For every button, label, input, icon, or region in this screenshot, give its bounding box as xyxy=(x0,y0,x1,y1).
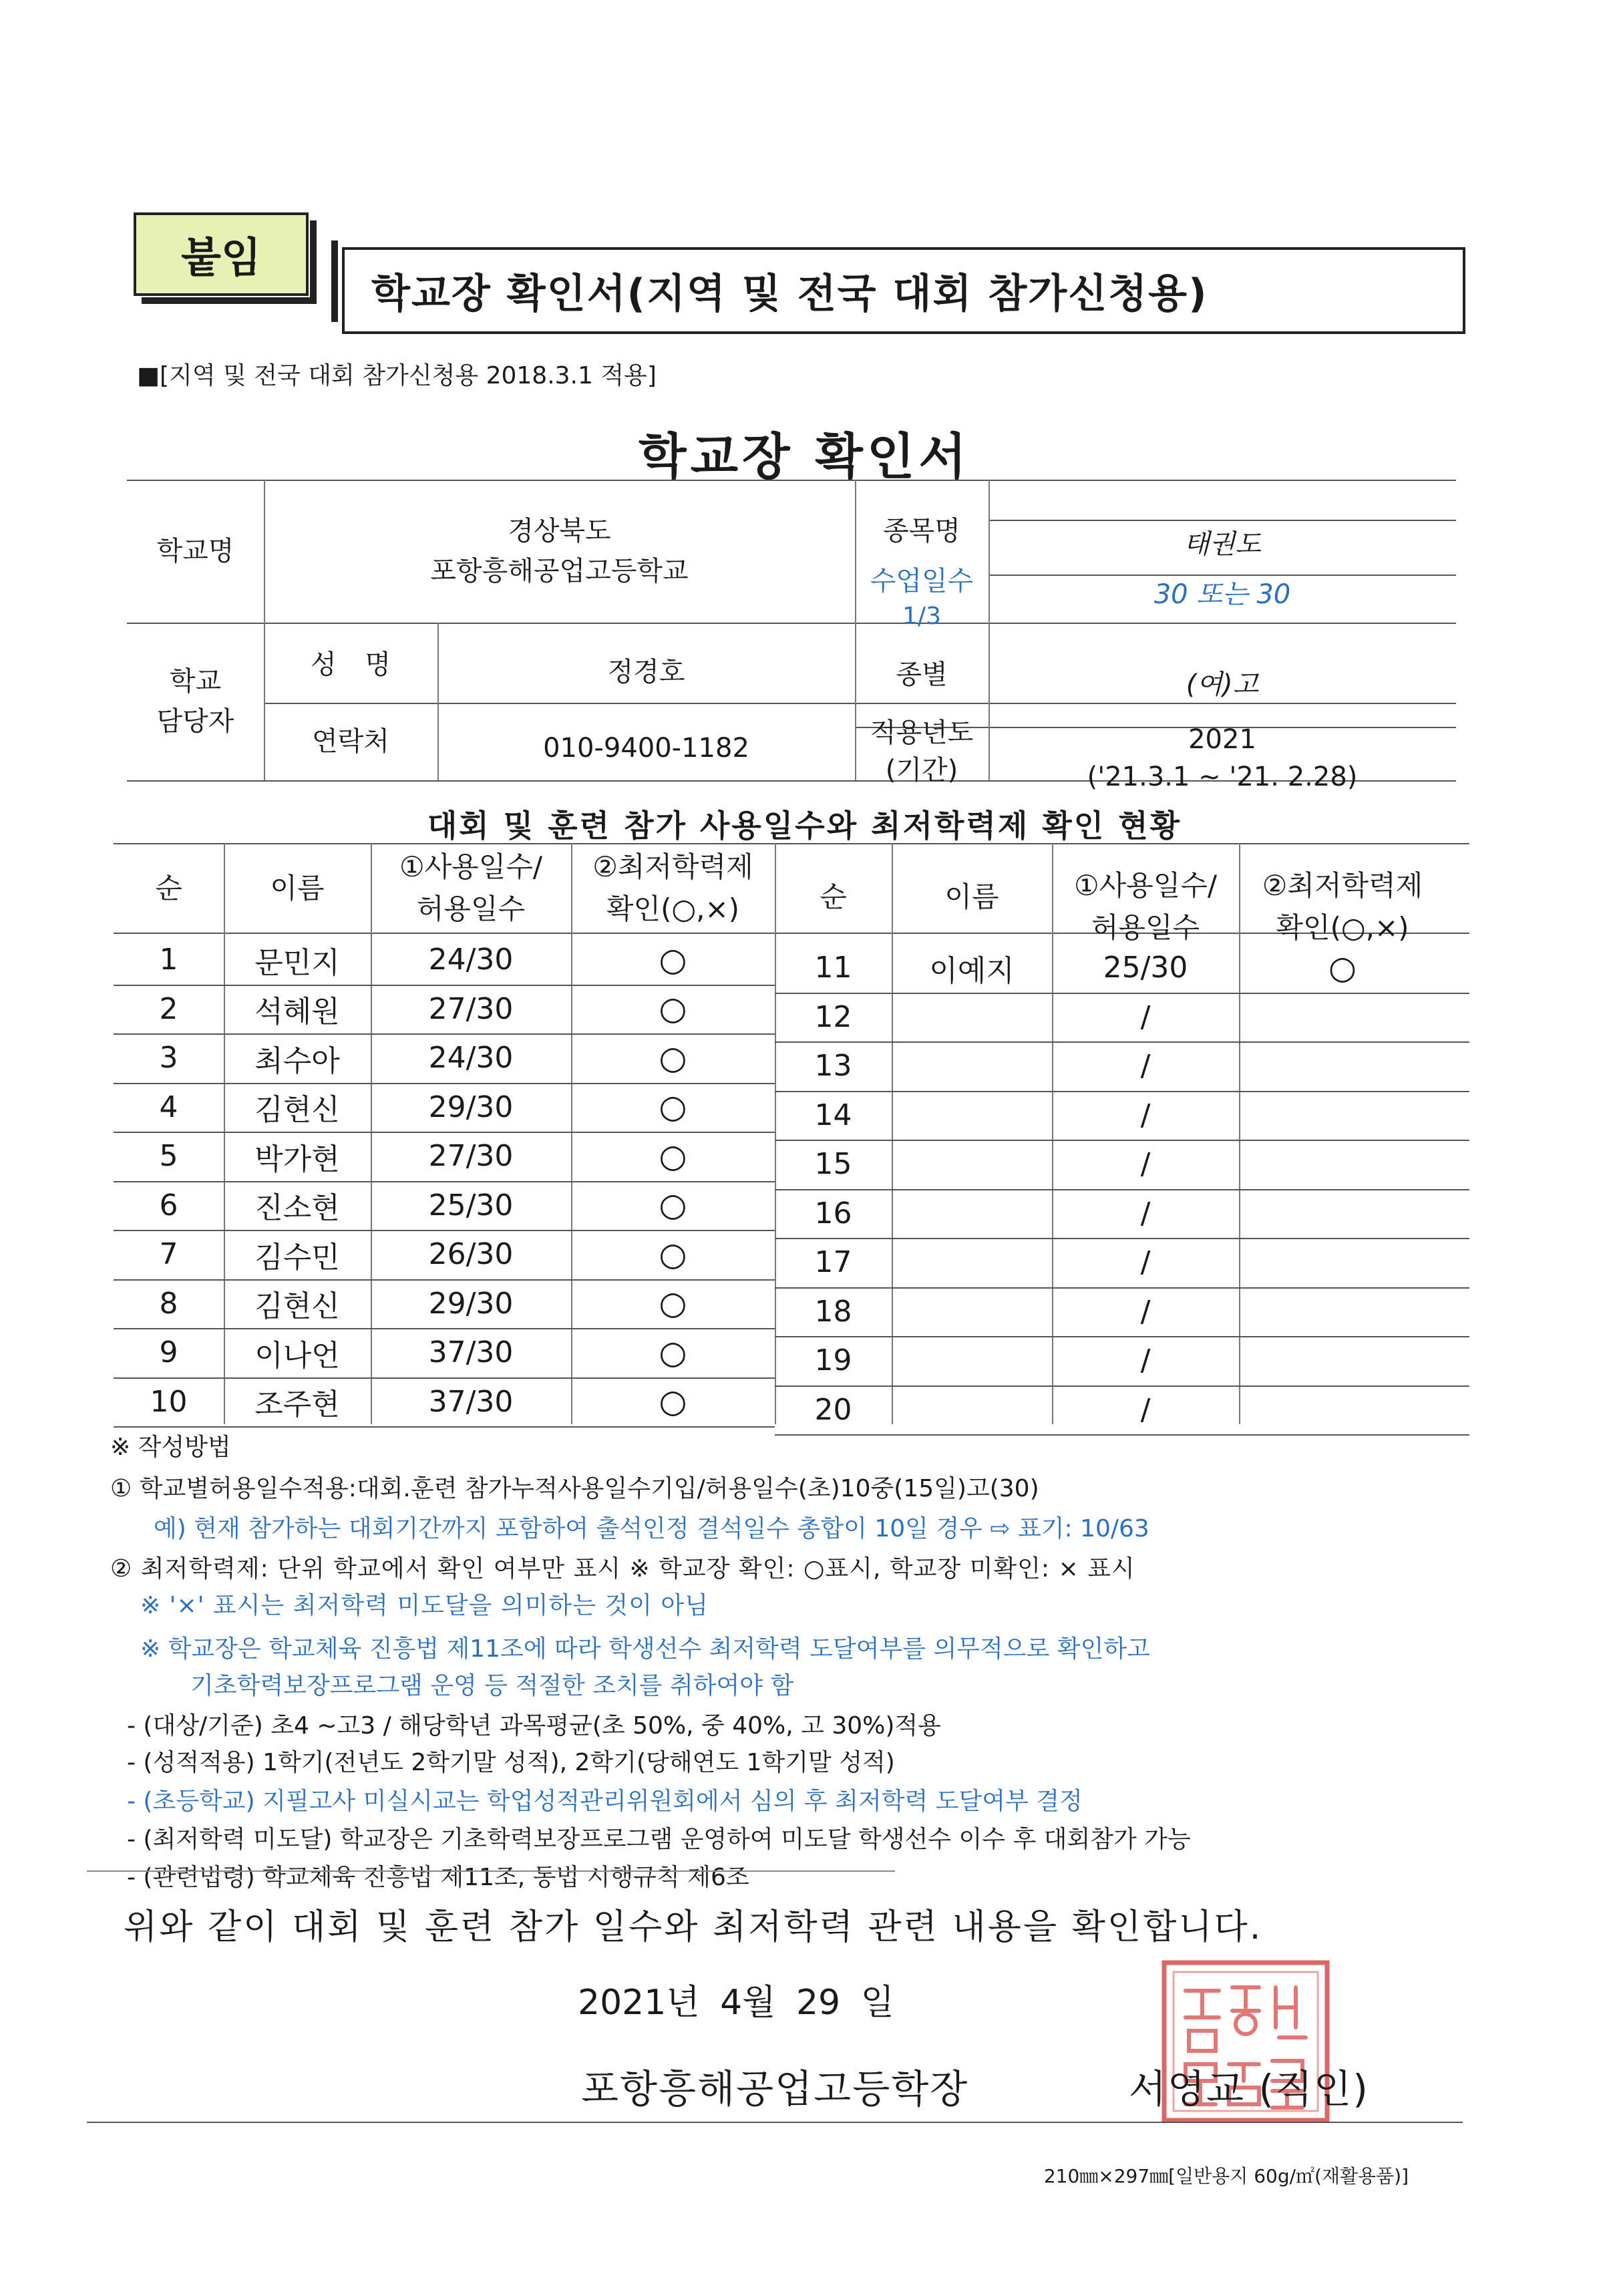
row-number: 5 xyxy=(159,1139,178,1174)
days-used: / xyxy=(1140,1294,1151,1329)
player-name xyxy=(892,1189,1052,1239)
notes-divider xyxy=(87,1870,895,1872)
player-name xyxy=(892,1238,1052,1287)
days-used: / xyxy=(1140,1343,1151,1378)
check-circle-icon: ○ xyxy=(659,1333,687,1371)
academic-check-cell xyxy=(1239,1140,1446,1189)
days-used: 25/30 xyxy=(428,1188,514,1222)
year-label-1: 적용년도 xyxy=(870,717,974,748)
roster-title: 대회 및 훈련 참가 사용일수와 최저학력제 확인 현황 xyxy=(427,808,1182,844)
check-circle-icon: ○ xyxy=(659,990,687,1028)
days-used: / xyxy=(1140,1147,1151,1182)
roster-grid-line xyxy=(775,1434,1469,1436)
row-number: 19 xyxy=(814,1343,852,1378)
roster-header-acad-1: ②최저학력제 xyxy=(1262,869,1423,902)
classdays-label xyxy=(855,561,989,635)
row-number: 13 xyxy=(814,1049,852,1084)
days-used: / xyxy=(1140,999,1151,1034)
confirmation-statement: 위와 같이 대회 및 훈련 참가 일수와 최저학력 관련 내용을 확인합니다. xyxy=(124,1907,1263,1947)
days-used: / xyxy=(1140,1098,1151,1132)
roster-header-name-right: 이름 xyxy=(944,880,999,913)
principal-title: 포항흥해공업고등학장 xyxy=(581,2066,969,2112)
classdays-value: 30 또는 30 xyxy=(1153,579,1291,610)
year-label-2: (기간) xyxy=(885,755,958,786)
academic-check-cell xyxy=(571,1132,775,1181)
roster-header-days-1: ①사용일수/ xyxy=(399,850,543,883)
row-number: 3 xyxy=(159,1041,178,1076)
player-name xyxy=(892,1385,1052,1435)
player-name: 최수아 xyxy=(254,1043,340,1078)
row-number: 8 xyxy=(159,1286,178,1321)
classdays-label-1: 수업일수 xyxy=(870,565,974,597)
days-used: 24/30 xyxy=(428,1041,514,1076)
academic-check-cell xyxy=(1239,1189,1446,1239)
days-used: 26/30 xyxy=(428,1237,514,1272)
note-line: ※ 학교장은 학교체육 진흥법 제11조에 따라 학생선수 최저학력 도달여부를 의무적으로 확인하고 xyxy=(140,1635,1150,1663)
note-line: - (관련법령) 학교체육 진흥법 제11조, 동법 시행규칙 제6조 xyxy=(127,1864,749,1891)
form-title: 학교장 확인서(지역 및 전국 대회 참가신청용) xyxy=(371,271,1208,317)
player-name: 김현신 xyxy=(254,1093,340,1128)
manager-label-2: 담당자 xyxy=(156,706,234,737)
row-number: 2 xyxy=(159,991,178,1026)
roster-header-acad-1: ②최저학력제 xyxy=(592,850,753,883)
footer-divider xyxy=(87,2122,1463,2123)
check-circle-icon: ○ xyxy=(659,1137,687,1175)
notes-heading: ※ 작성방법 xyxy=(110,1434,231,1461)
note-line: - (대상/기준) 초4 ~고3 / 해당학년 과목평균(초 50%, 중 40%, 고 30%)적용 xyxy=(127,1712,941,1740)
note-line: - (성적적용) 1학기(전년도 2학기말 성적), 2학기(당해연도 1학기말 성적) xyxy=(127,1749,895,1776)
roster-header-days-2: 허용일수 xyxy=(416,892,526,925)
roster-header-acad-right xyxy=(1239,862,1446,951)
check-circle-icon: ○ xyxy=(1328,949,1357,987)
note-line: 기초학력보장프로그램 운영 등 적절한 조치를 취하여야 함 xyxy=(190,1672,794,1699)
academic-check-cell xyxy=(571,985,775,1034)
gender-value: (여)고 xyxy=(1186,669,1259,700)
issue-date: 2021년 4월 29 일 xyxy=(578,1983,894,2023)
year-value: 2021 xyxy=(1188,724,1256,755)
note-line: - (초등학교) 지필고사 미실시교는 학업성적관리위원회에서 심의 후 최저학력 도달여부 결정 xyxy=(127,1788,1083,1815)
row-number: 7 xyxy=(159,1237,178,1272)
classdays-label-2: 1/3 xyxy=(902,602,941,630)
academic-check-cell xyxy=(571,1230,775,1279)
roster-header-acad-2: 확인(○,×) xyxy=(1276,911,1409,944)
academic-check-cell xyxy=(571,1181,775,1231)
row-number: 11 xyxy=(814,951,852,985)
year-range: ('21.3.1 ~ '21. 2.28) xyxy=(1087,762,1358,792)
check-circle-icon: ○ xyxy=(659,1285,687,1323)
row-number: 20 xyxy=(814,1392,852,1427)
academic-check-cell xyxy=(1239,1385,1446,1435)
academic-check-cell xyxy=(571,1279,775,1329)
academic-check-cell xyxy=(571,1328,775,1377)
player-name: 석혜원 xyxy=(254,995,340,1029)
academic-check-cell xyxy=(1239,1041,1446,1091)
academic-check-cell xyxy=(1239,1091,1446,1140)
principal-name-signature: 서영교 (직인) xyxy=(1129,2066,1369,2112)
row-number: 18 xyxy=(814,1294,852,1329)
attachment-label xyxy=(134,212,309,296)
name-value: 정경호 xyxy=(607,657,685,687)
school-name: 포항흥해공업고등학교 xyxy=(430,556,689,587)
subnote: ■[지역 및 전국 대회 참가신청용 2018.3.1 적용] xyxy=(137,362,657,389)
check-circle-icon: ○ xyxy=(659,941,687,979)
days-used: 37/30 xyxy=(428,1335,514,1370)
contact-value: 010-9400-1182 xyxy=(543,733,749,764)
name-label: 성 명 xyxy=(311,649,391,680)
player-name xyxy=(892,1041,1052,1091)
check-circle-icon: ○ xyxy=(659,1039,687,1077)
manager-label-1: 학교 xyxy=(169,666,222,697)
player-name xyxy=(892,1091,1052,1140)
roster-header-days-1: ①사용일수/ xyxy=(1073,869,1218,902)
roster-header-acad-2: 확인(○,×) xyxy=(606,892,740,925)
roster-header-acad-left xyxy=(571,843,775,933)
player-name: 조주현 xyxy=(254,1387,340,1422)
academic-check-cell xyxy=(1239,1287,1446,1337)
paper-spec-footer: 210㎜×297㎜[일반용지 60g/㎡(재활용품)] xyxy=(1043,2165,1409,2187)
player-name: 박가현 xyxy=(254,1142,340,1176)
academic-check-cell xyxy=(571,1083,775,1132)
row-number: 10 xyxy=(150,1384,188,1419)
player-name: 이나언 xyxy=(254,1338,340,1373)
days-used: 29/30 xyxy=(428,1286,514,1321)
check-circle-icon: ○ xyxy=(659,1088,687,1126)
school-region: 경상북도 xyxy=(508,516,611,546)
academic-check-cell xyxy=(1239,1238,1446,1287)
days-used: 29/30 xyxy=(428,1090,514,1124)
days-used: / xyxy=(1140,1245,1151,1280)
roster-header-days-right xyxy=(1052,862,1239,951)
page-title: 학교장 확인서 xyxy=(639,428,970,486)
row-number: 16 xyxy=(814,1196,852,1231)
academic-check-cell xyxy=(571,1033,775,1083)
days-used: 37/30 xyxy=(428,1384,514,1419)
row-number: 15 xyxy=(814,1147,852,1182)
player-name: 진소현 xyxy=(254,1191,340,1226)
roster-grid-line xyxy=(114,1426,775,1428)
player-name xyxy=(892,1140,1052,1189)
info-grid-line xyxy=(127,623,1456,624)
academic-check-cell xyxy=(1239,1336,1446,1385)
player-name: 김현신 xyxy=(254,1289,340,1324)
academic-check-cell xyxy=(571,1377,775,1427)
row-number: 14 xyxy=(814,1098,852,1132)
days-used: / xyxy=(1140,1049,1151,1084)
check-circle-icon: ○ xyxy=(659,1235,687,1273)
days-used: 24/30 xyxy=(428,943,514,977)
note-line: ① 학교별허용일수적용:대회.훈련 참가누적사용일수기입/허용일수(초)10중(15일)고(30) xyxy=(110,1475,1039,1502)
days-used: / xyxy=(1140,1392,1151,1427)
manager-label xyxy=(127,623,264,780)
row-number: 17 xyxy=(814,1245,852,1280)
player-name xyxy=(892,1336,1052,1385)
days-used: / xyxy=(1140,1196,1151,1231)
check-circle-icon: ○ xyxy=(659,1186,687,1224)
player-name xyxy=(892,993,1052,1042)
note-line: 예) 현재 참가하는 대회기간까지 포함하여 출석인정 결석일수 총합이 10일 경우 ⇨ 표기: 10/63 xyxy=(154,1515,1149,1542)
days-used: 27/30 xyxy=(428,1139,514,1174)
row-number: 1 xyxy=(159,943,178,977)
academic-check-cell xyxy=(571,935,775,985)
school-label: 학교명 xyxy=(156,536,234,566)
year-cell xyxy=(989,718,1456,798)
note-line: - (최저학력 미도달) 학교장은 기초학력보장프로그램 운영하여 미도달 학생선수 이수 후 대회참가 가능 xyxy=(127,1826,1191,1853)
roster-header-no-left: 순 xyxy=(155,871,182,905)
row-number: 6 xyxy=(159,1188,178,1222)
row-number: 9 xyxy=(159,1335,178,1370)
days-used: 27/30 xyxy=(428,991,514,1026)
note-line: ② 최저학력제: 단위 학교에서 확인 여부만 표시 ※ 학교장 확인: ○표시, 학교장 미확인: × 표시 xyxy=(110,1555,1135,1583)
form-title-box xyxy=(342,247,1465,334)
note-line: ※ '×' 표시는 최저학력 미도달을 의미하는 것이 아님 xyxy=(140,1592,709,1619)
academic-check-cell xyxy=(1239,993,1446,1042)
event-label: 종목명 xyxy=(883,516,960,546)
event-value: 태권도 xyxy=(1184,529,1261,560)
attachment-label-text: 붙임 xyxy=(181,233,261,282)
player-name xyxy=(892,1287,1052,1337)
contact-label: 연락처 xyxy=(312,726,389,757)
check-circle-icon: ○ xyxy=(659,1383,687,1421)
player-name: 이예지 xyxy=(929,953,1015,988)
roster-header-no-right: 순 xyxy=(820,880,847,913)
days-used: 25/30 xyxy=(1103,951,1188,985)
player-name: 김수민 xyxy=(254,1240,340,1275)
row-number: 12 xyxy=(814,999,852,1034)
roster-header-days-2: 허용일수 xyxy=(1091,911,1200,944)
roster-header-days-left xyxy=(371,843,571,933)
row-number: 4 xyxy=(159,1090,178,1124)
year-label xyxy=(855,715,989,788)
gender-label: 종별 xyxy=(896,659,948,690)
academic-check-cell xyxy=(1239,943,1446,993)
school-cell xyxy=(264,480,855,623)
roster-header-name-left: 이름 xyxy=(270,871,325,905)
player-name: 문민지 xyxy=(254,945,340,980)
